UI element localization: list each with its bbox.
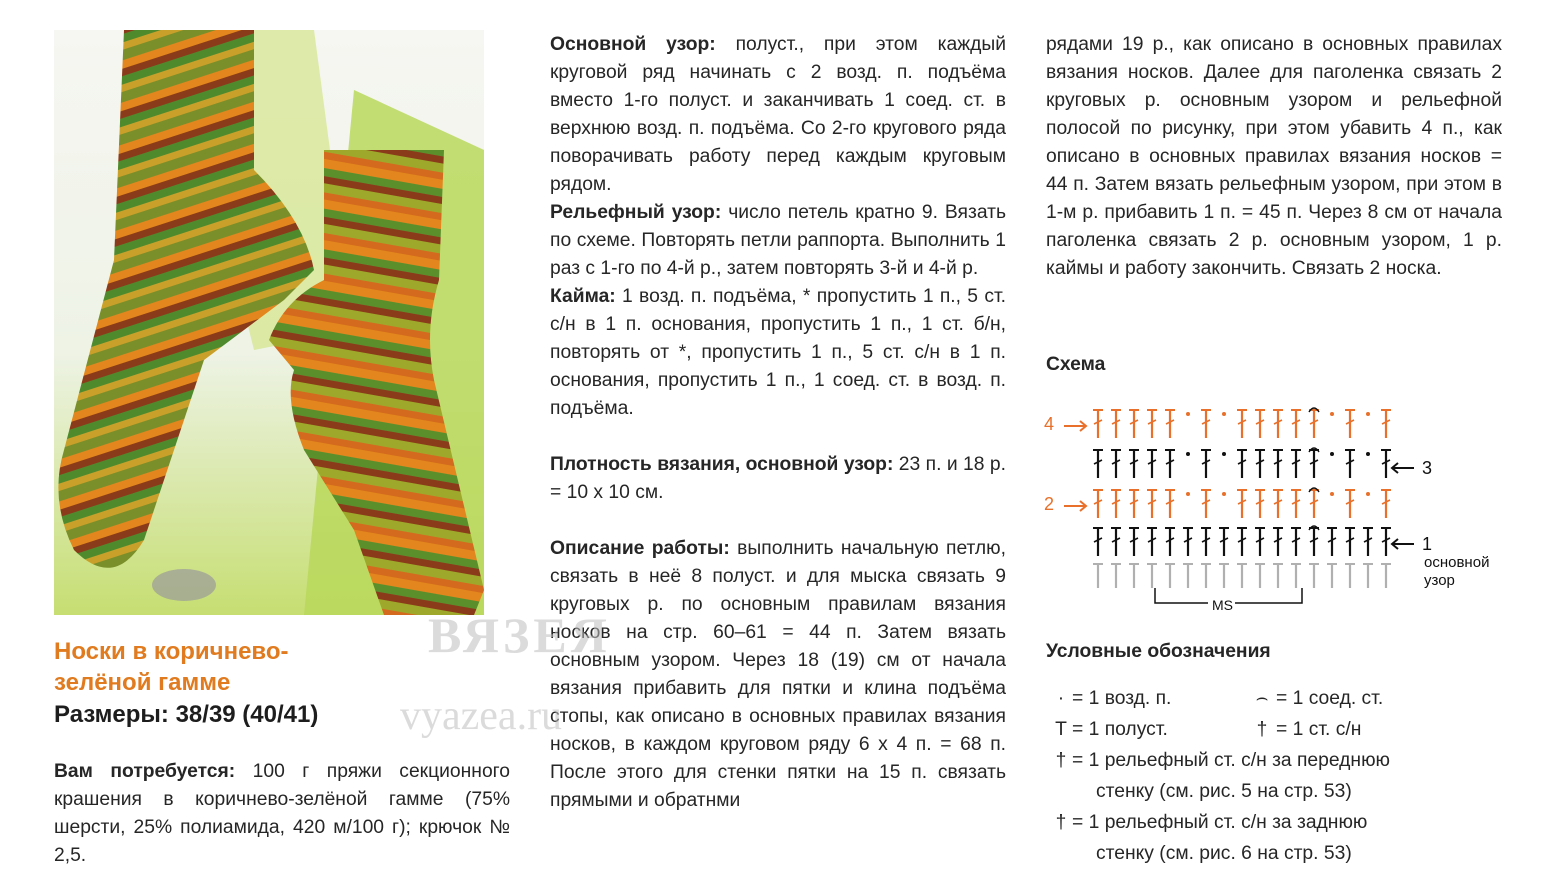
stitch-symbol <box>1273 528 1283 556</box>
description-paragraph <box>550 535 1006 815</box>
stitch-symbol <box>1345 490 1355 518</box>
chain-stitch-icon: · <box>1057 688 1065 709</box>
stitch-symbol <box>1147 564 1157 588</box>
stitch-symbol <box>1255 450 1265 478</box>
legend <box>1050 683 1520 869</box>
stitch-symbol <box>1147 490 1157 518</box>
stitch-symbol <box>1147 410 1157 438</box>
half-double-icon: T <box>1055 719 1067 740</box>
stitch-symbol <box>1165 490 1175 518</box>
stitch-symbol <box>1363 528 1373 556</box>
chain-symbol <box>1330 492 1334 496</box>
legend-text-back-post-2: стенку (см. рис. 6 на стр. 53) <box>1096 843 1352 864</box>
stitch-symbol <box>1345 528 1355 556</box>
stitch-symbol <box>1273 450 1283 478</box>
legend-text-chain: = 1 возд. п. <box>1072 688 1172 709</box>
chain-symbol <box>1186 412 1190 416</box>
stitch-symbol <box>1237 528 1247 556</box>
stitch-symbol <box>1273 564 1283 588</box>
legend-text-double: = 1 ст. с/н <box>1276 719 1362 740</box>
stitch-symbol <box>1165 450 1175 478</box>
edge-paragraph <box>550 283 1006 423</box>
stitch-symbol <box>1255 410 1265 438</box>
chain-symbol <box>1222 412 1226 416</box>
stitch-symbol <box>1111 410 1121 438</box>
instructions-column-3 <box>1046 31 1502 283</box>
repeat-label: MS <box>1212 597 1233 613</box>
product-title-line2: зелёной гамме <box>54 669 231 696</box>
row-number-3: 3 <box>1422 458 1433 478</box>
base-label-1: основной <box>1424 554 1490 571</box>
watermark-url: vyazea.ru <box>400 693 563 739</box>
stitch-symbol <box>1219 564 1229 588</box>
gauge-paragraph <box>550 451 1006 507</box>
stitch-symbol <box>1183 564 1193 588</box>
back-post-icon: † <box>1055 812 1067 833</box>
legend-text-front-post: = 1 рельефный ст. с/н за переднюю <box>1072 750 1390 771</box>
chain-symbol <box>1330 412 1334 416</box>
stitch-symbol <box>1291 564 1301 588</box>
slip-stitch-icon: ⌢ <box>1255 688 1269 709</box>
stitch-symbol <box>1147 528 1157 556</box>
row-number-4: 4 <box>1044 414 1055 434</box>
relief-pattern-paragraph <box>550 199 1006 283</box>
chain-symbol <box>1330 452 1334 456</box>
stitch-symbol <box>1129 528 1139 556</box>
arrow-row-3 <box>1392 463 1414 473</box>
stitch-symbol <box>1093 528 1103 556</box>
chain-symbol <box>1222 492 1226 496</box>
description-continued: рядами 19 р., как описано в основных правилах вязания носков. Далее для паголенка связать 2 круговых р. основным узором и рельефной полосой по рисунку, при этом убавить 4 п., как описано в основных правилах вязания носков = 44 п. Затем вязать рельефным узором, при этом в 1-м р. прибавить 1 п. = 45 п. Через 8 см от начала паголенка связать 2 р. основным узором, 1 р. каймы и работу закончить. Связать 2 носка. <box>1046 34 1502 279</box>
stitch-symbol <box>1291 450 1301 478</box>
stitch-symbol <box>1255 490 1265 518</box>
stitch-symbol <box>1129 564 1139 588</box>
stitch-symbol <box>1111 564 1121 588</box>
chain-symbol <box>1366 412 1370 416</box>
stitch-symbol <box>1345 410 1355 438</box>
materials-paragraph <box>54 758 510 870</box>
stitch-symbol <box>1219 528 1229 556</box>
arrow-row-1 <box>1392 539 1414 549</box>
stitch-symbol <box>1093 450 1103 478</box>
instructions-column-2 <box>550 31 1006 815</box>
stitch-symbol <box>1093 490 1103 518</box>
stitch-symbol <box>1309 450 1319 478</box>
stitch-symbol <box>1345 450 1355 478</box>
stitch-symbol <box>1201 490 1211 518</box>
sizes: Размеры: 38/39 (40/41) <box>54 701 319 728</box>
legend-text-back-post: = 1 рельефный ст. с/н за заднюю <box>1072 812 1368 833</box>
legend-row-4 <box>1050 807 1520 838</box>
stitch-symbol <box>1201 450 1211 478</box>
edge-label: Кайма: <box>550 286 616 307</box>
row-number-1: 1 <box>1422 534 1433 554</box>
socks-illustration <box>54 30 484 615</box>
chain-symbol <box>1222 452 1226 456</box>
row-number-2: 2 <box>1044 494 1055 514</box>
edge-text: 1 возд. п. подъёма, * пропустить 1 п., 5 ст. с/н в 1 п. основания, пропустить 1 п., 1 ст. б/н, повторять от *, пропустить 1 п., 5 ст. с/н в 1 п. основания, пропустить 1 п., 1 соед. ст. в возд. п. подъёма. <box>550 286 1007 419</box>
stitch-symbol <box>1255 564 1265 588</box>
stitch-symbol <box>1291 528 1301 556</box>
watermark-logo: ВЯЗЕЯ <box>428 607 611 663</box>
stitch-symbol <box>1381 450 1391 478</box>
stitch-symbol <box>1111 490 1121 518</box>
stitch-symbol <box>1237 410 1247 438</box>
stitch-symbol <box>1111 528 1121 556</box>
legend-text-half-double: = 1 полуст. <box>1072 719 1168 740</box>
stitch-symbol <box>1165 528 1175 556</box>
legend-text-front-post-2: стенку (см. рис. 5 на стр. 53) <box>1096 781 1352 802</box>
stitch-symbol <box>1381 564 1391 588</box>
stitch-symbol <box>1327 564 1337 588</box>
relief-pattern-text: число петель кратно 9. Вязать по схеме. Повторять петли раппорта. Выполнить 1 раз с 1-го по 4-й р., затем повторять 3-й и 4-й р. <box>550 202 1007 279</box>
stitch-symbol <box>1129 450 1139 478</box>
materials-label: Вам потребуется: <box>54 761 236 782</box>
arrow-row-2 <box>1064 501 1086 511</box>
stitch-symbol <box>1129 490 1139 518</box>
stitch-symbol <box>1237 564 1247 588</box>
main-pattern-paragraph <box>550 31 1006 199</box>
chain-symbol <box>1186 452 1190 456</box>
stitch-symbol <box>1381 528 1391 556</box>
gauge-text: 23 п. и 18 р. = 10 х 10 см. <box>550 454 1006 503</box>
crochet-chart <box>1040 400 1520 620</box>
legend-text-slip: = 1 соед. ст. <box>1276 688 1384 709</box>
stitch-symbol <box>1291 490 1301 518</box>
stitch-symbol <box>1327 528 1337 556</box>
stitch-symbol <box>1309 528 1319 556</box>
socks-photo <box>54 30 484 615</box>
main-pattern-label: Основной узор: <box>550 34 716 55</box>
stitch-symbol <box>1309 410 1319 438</box>
base-label-2: узор <box>1424 572 1455 589</box>
stitch-symbol <box>1201 564 1211 588</box>
arrow-row-4 <box>1064 421 1086 431</box>
stitch-symbol <box>1291 410 1301 438</box>
schema-title: Схема <box>1046 354 1106 375</box>
stitch-symbol <box>1273 410 1283 438</box>
description-text: выполнить начальную петлю, связать в неё 8 полуст. и для мыска связать 9 круговых р. по основным правилам вязания носков на стр. 60–61 = 44 п. Затем вязать основным узором. Через 18 (19) см от начала вязания прибавить для пятки и клина подъёма стопы, как описано в основных правилах вязания носков, в каждом круговом ряду 6 х 4 п. = 68 п. После этого для стенки пятки на 15 п. связать прямыми и обратнми <box>550 538 1007 811</box>
relief-pattern-label: Рельефный узор: <box>550 202 722 223</box>
gauge-label: Плотность вязания, основной узор: <box>550 454 894 475</box>
product-title-line1: Носки в коричнево- <box>54 638 289 665</box>
legend-row-2 <box>1050 714 1520 745</box>
stitch-symbol <box>1183 528 1193 556</box>
stitch-symbol <box>1309 564 1319 588</box>
stitch-symbol <box>1273 490 1283 518</box>
stitch-symbol <box>1093 564 1103 588</box>
legend-row-3b <box>1050 776 1520 807</box>
stitch-symbol <box>1237 450 1247 478</box>
stitch-symbol <box>1165 410 1175 438</box>
stitch-symbol <box>1093 410 1103 438</box>
stitch-symbol <box>1345 564 1355 588</box>
stitch-symbol <box>1201 410 1211 438</box>
stitch-symbol <box>1363 564 1373 588</box>
stitch-symbol <box>1111 450 1121 478</box>
stitch-symbol <box>1165 564 1175 588</box>
description-label: Описание работы: <box>550 538 730 559</box>
chain-symbol <box>1366 492 1370 496</box>
stitch-symbol <box>1201 528 1211 556</box>
legend-row-3 <box>1050 745 1520 776</box>
stitch-symbol <box>1237 490 1247 518</box>
stitch-symbol <box>1255 528 1265 556</box>
materials-text: 100 г пряжи секционного крашения в коричнево-зелёной гамме (75% шерсти, 25% полиамида, 420 м/100 г); крючок № 2,5. <box>54 761 510 866</box>
stitch-symbol <box>1381 410 1391 438</box>
front-post-icon: † <box>1055 750 1067 771</box>
stitch-symbol <box>1147 450 1157 478</box>
stitch-symbol <box>1309 490 1319 518</box>
legend-title: Условные обозначения <box>1046 641 1271 662</box>
legend-row-1 <box>1050 683 1520 714</box>
chain-symbol <box>1186 492 1190 496</box>
stitch-symbol <box>1381 490 1391 518</box>
double-crochet-icon: † <box>1256 719 1268 740</box>
chain-symbol <box>1366 452 1370 456</box>
stitch-symbol <box>1129 410 1139 438</box>
legend-row-4b <box>1050 838 1520 869</box>
main-pattern-text: полуст., при этом каждый круговой ряд начинать с 2 возд. п. подъёма вместо 1-го полуст. и заканчивать 1 соед. ст. в верхнюю возд. п. подъёма. Со 2-го кругового ряда поворачивать работу перед каждым круговым рядом. <box>550 34 1006 195</box>
